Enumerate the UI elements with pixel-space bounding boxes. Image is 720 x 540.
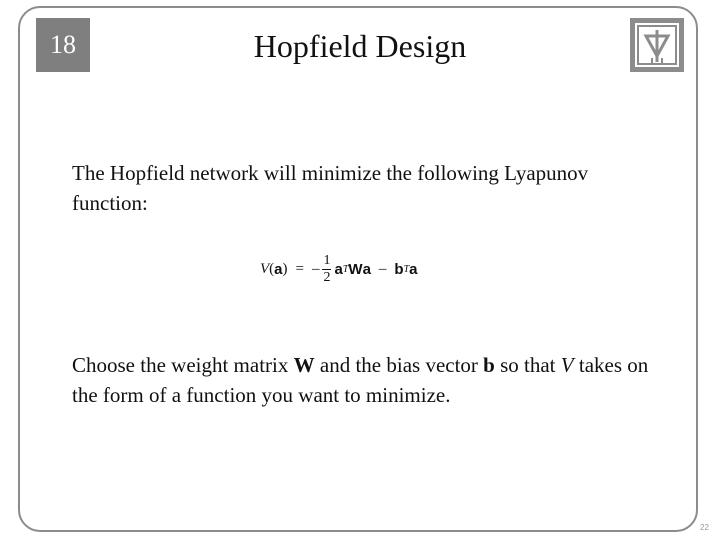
intro-paragraph: The Hopfield network will minimize the following Lyapunov function: (72, 161, 589, 215)
lyapunov-equation (260, 246, 417, 292)
instruction-W: W (293, 353, 315, 377)
eq-close-paren: ) (282, 260, 288, 277)
instruction-paragraph (72, 350, 652, 410)
slide-title: Hopfield Design (253, 28, 467, 64)
eq-equals: = (295, 260, 304, 277)
instruction-text-2: and the bias vector (314, 353, 484, 377)
instruction-b: b (483, 353, 495, 377)
eq-fraction (322, 253, 331, 286)
eq-transpose-2: T (403, 263, 410, 275)
eq-function-V: V (260, 260, 270, 277)
eq-W-matrix: W (348, 260, 363, 278)
eq-minus-2: – (378, 260, 387, 277)
page-footer-number: 22 (700, 523, 709, 532)
neural-network-logo-icon (630, 18, 684, 72)
instruction-text-3: so that (494, 353, 561, 377)
eq-frac-denominator: 2 (323, 269, 331, 285)
eq-arg-a: a (274, 260, 283, 278)
eq-transpose-1: T (342, 263, 349, 275)
eq-b-vector: b (394, 260, 404, 278)
instruction-text-4: takes on the form of a function you want to minimize. (72, 353, 649, 407)
eq-a-vector-3: a (409, 260, 418, 278)
instruction-text-1: Choose the weight matrix (72, 353, 294, 377)
eq-a-vector: a (334, 260, 343, 278)
eq-a-vector-2: a (362, 260, 371, 278)
eq-minus-1: – (311, 260, 320, 277)
eq-open-paren: ( (269, 260, 275, 277)
instruction-V: V (560, 353, 574, 377)
eq-frac-numerator: 1 (323, 252, 331, 268)
slide-number-badge: 18 (36, 18, 90, 72)
